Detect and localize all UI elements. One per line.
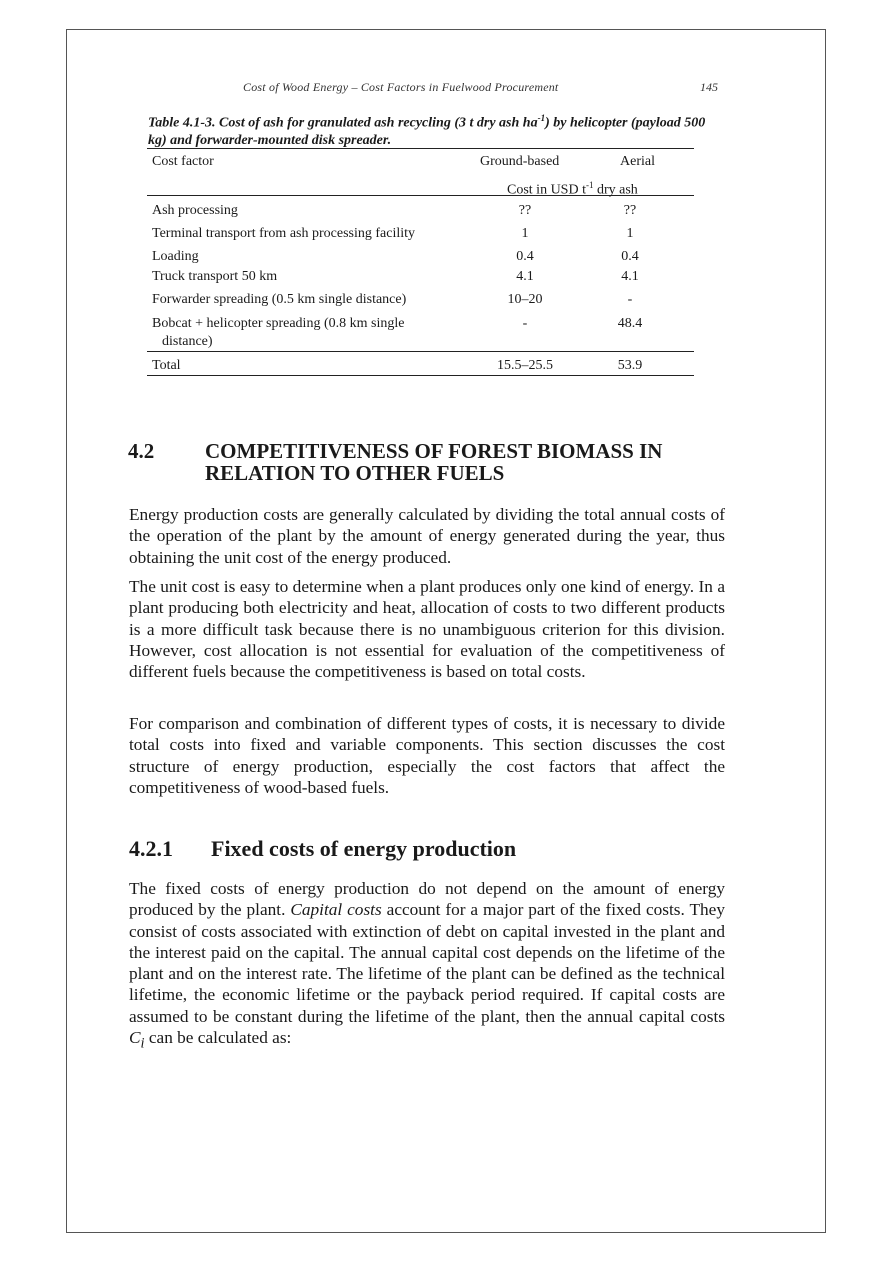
table-bottom-rule [147,375,694,376]
column-header-unit: Cost in USD $t^{-1}$ dry ash [507,180,638,198]
table-cell-ground: ?? [518,203,532,218]
table-cell-factor: Truck transport 50 km [152,269,278,284]
table-cell-ground: 10–20 [507,292,543,307]
table-cell-ground: 0.4 [516,249,534,264]
table-cell-aerial: 48.4 [617,316,643,331]
table-cell-ground: - [522,316,528,331]
paragraph: For comparison and combination of different types of costs, it is necessary to divide total costs into fixed and variable components. This section discusses the cost structure of energy production, especially the cost factors that affect the competitiveness of wood-based fuels. [129,714,725,797]
table-cell-factor: Loading [152,249,199,264]
subsection-title: Fixed costs of energy production [211,836,517,861]
table-cell-ground: 1 [521,226,529,241]
table-cell-factor: Bobcat + helicopter spreading (0.8 km single [152,316,405,331]
paragraph: The fixed costs of energy production do not depend on the amount of energy produced by the plant. Capital costs account for a major part of the fixed costs. They consist of costs associated with extinction of debt on capital invested in the plant and the interest paid on the capital. The annual capital cost depends on the lifetime of the plant and on the interest rate. The lifetime of the plant can be defined as the technical lifetime, the economic lifetime or the payback period required. If capital costs are assumed to be constant during the lifetime of the plant, then the annual capital costs $C_i$ can be calculated as: [129,879,725,1052]
subsection-number: 4.2.1 [129,836,173,861]
table-cell-factor: Ash processing [152,203,238,218]
column-header-ground-based: Ground-based [480,154,560,169]
table-cell-ground: 4.1 [516,269,534,284]
table-top-rule [147,148,694,149]
column-header-aerial: Aerial [620,154,655,169]
table-total-aerial: 53.9 [617,358,643,373]
table-caption: Table 4.1-3. Cost of ash for granulated ash recycling (3 t dry ash $ha^{-1}$) by helicopter (payload 500 kg) and forwarder-mounted disk spreader. [148,113,706,148]
paragraph: The unit cost is easy to determine when a plant produces only one kind of energy. In a plant producing both electricity and heat, allocation of costs to two different products is a more difficult task because there is no unambiguous criterion for this division. However, cost allocation is not essential for evaluation of the competitiveness of different fuels because the competitiveness is based on total costs. [129,577,725,682]
table-cell-aerial: - [627,292,633,307]
running-header: Cost of Wood Energy – Cost Factors in Fuelwood Procurement [243,80,559,94]
section-number: 4.2 [128,439,155,463]
table-cell-aerial: 0.4 [621,249,639,264]
table-cell-factor: Terminal transport from ash processing facility [152,226,415,241]
table-header-rule [147,195,694,196]
page-number: 145 [700,80,718,94]
column-header-cost-factor: Cost factor [152,154,214,169]
table-cell-aerial: ?? [623,203,637,218]
table-total-rule [147,351,694,352]
table-cell-aerial: 1 [626,226,634,241]
table-total-label: Total [152,358,181,373]
table-cell-aerial: 4.1 [621,269,639,284]
paragraph: Energy production costs are generally calculated by dividing the total annual costs of the operation of the plant by the amount of energy generated during the year, thus obtaining the unit cost of the energy produced. [129,505,725,567]
table-cell-factor: Forwarder spreading (0.5 km single distance) [152,292,407,307]
section-title: COMPETITIVENESS OF FOREST BIOMASS IN RELATION TO OTHER FUELS [205,439,663,485]
subsection-heading [129,836,517,862]
table-total-ground: 15.5–25.5 [497,358,553,373]
table-cell-factor-continued: distance) [162,334,213,349]
